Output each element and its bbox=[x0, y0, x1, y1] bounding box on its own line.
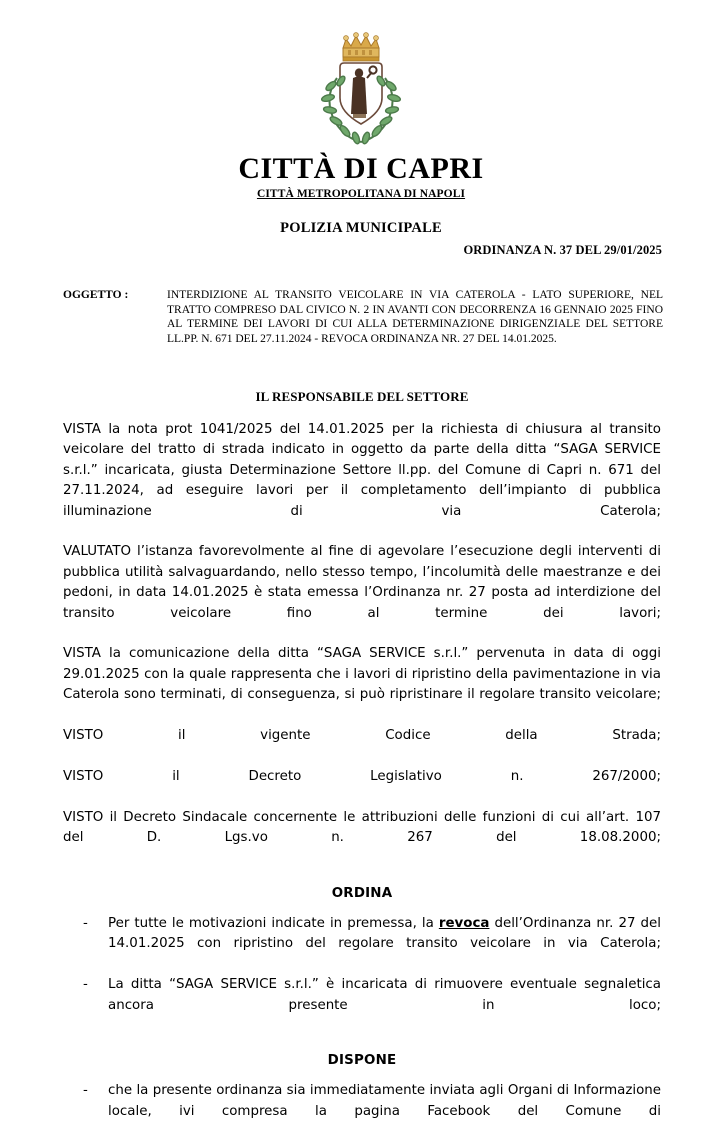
ordinance-number: ORDINANZA N. 37 DEL 29/01/2025 bbox=[463, 243, 662, 257]
ordina-heading: ORDINA bbox=[331, 885, 393, 901]
responsible-heading: IL RESPONSABILE DEL SETTORE bbox=[255, 389, 469, 404]
emblem-container bbox=[0, 26, 722, 159]
subject-label: OGGETTO : bbox=[63, 289, 129, 301]
preamble-paragraph: VISTO il vigente Codice della Strada; bbox=[63, 728, 661, 744]
document-header bbox=[0, 153, 722, 237]
coat-of-arms-icon bbox=[315, 26, 407, 154]
list-item-emphasis: revoca bbox=[438, 915, 490, 931]
list-item-text-before: che la presente ordinanza sia immediatamente inviata agli Organi di Informazione locale, ivi compresa la pagina Facebook del Comune di bbox=[108, 1083, 661, 1119]
list-item-text-before: Per tutte le motivazioni indicate in premessa, la bbox=[108, 915, 439, 931]
preamble-paragraph: VISTO il Decreto Legislativo n. 267/2000; bbox=[63, 768, 661, 784]
dispone-heading: DISPONE bbox=[327, 1053, 397, 1069]
list-item bbox=[63, 1081, 661, 1142]
bullet-dash: - bbox=[83, 915, 88, 931]
subject-text: INTERDIZIONE AL TRANSITO VEICOLARE IN VIA CATEROLA - LATO SUPERIORE, NEL TRATTO COMPRESO DAL CIVICO N. 2 IN AVANTI CON DECORRENZA 16 GENNAIO 2025 FINO AL TERMINE DEI LAVORI DI CUI ALLA DETERMINAZIONE DIRIGENZIALE DEL SETTORE LL.PP. N. 671 DEL 27.11.2024 - REVOCA ORDINANZA NR. 27 DEL 14.01.2025. bbox=[167, 289, 663, 345]
bullet-dash: - bbox=[83, 1083, 88, 1099]
list-item bbox=[63, 914, 661, 975]
metropolitan-subtitle: CITTÀ METROPOLITANA DI NAPOLI bbox=[256, 188, 466, 200]
preamble-paragraph: VISTA la comunicazione della ditta “SAGA SERVICE s.r.l.” pervenuta in data di oggi 29.01.2025 con la quale rappresenta che i lavori di ripristino della pavimentazione in via Caterola sono terminati, di conseguenza, si può ripristinare il regolare transito veicolare; bbox=[63, 646, 661, 703]
subject-row bbox=[63, 288, 663, 346]
bullet-dash: - bbox=[83, 977, 88, 993]
dispone-list bbox=[63, 1081, 661, 1142]
department-title: POLIZIA MUNICIPALE bbox=[280, 220, 442, 236]
preamble-paragraph: VALUTATO l’istanza favorevolmente al fine di agevolare l’esecuzione degli interventi di pubblica utilità salvaguardando, nello stesso tempo, l’incolumità delle maestranze e dei pedoni, in data 14.01.2025 è stata emessa l’Ordinanza nr. 27 posta ad interdizione del transito veicolare fino al termine dei lavori; bbox=[63, 544, 661, 621]
preamble-paragraph: VISTA la nota prot 1041/2025 del 14.01.2025 per la richiesta di chiusura al transito veicolare del tratto di strada indicato in oggetto da parte della ditta “SAGA SERVICE s.r.l.” incaricata, giusta Determinazione Settore ll.pp. del Comune di Capri n. 671 del 27.11.2024, ad eseguire lavori per il completamento dell’impianto di pubblica illuminazione di via Caterola; bbox=[63, 422, 661, 519]
page-title: CITTÀ DI CAPRI bbox=[238, 152, 484, 185]
list-item-text-before: La ditta “SAGA SERVICE s.r.l.” è incaricata di rimuovere eventuale segnaletica ancora presente in loco; bbox=[108, 977, 661, 1013]
list-item bbox=[63, 975, 661, 1036]
document-body bbox=[63, 389, 661, 1143]
list-item-text-after: dell’Ordinanza nr. 27 del 14.01.2025 con ripristino del regolare transito veicolare in via Caterola; bbox=[108, 915, 661, 952]
preamble-paragraph: VISTO il Decreto Sindacale concernente le attribuzioni delle funzioni di cui all’art. 107 del D. Lgs.vo n. 267 del 18.08.2000; bbox=[63, 809, 661, 846]
ordina-list bbox=[63, 914, 661, 1036]
preamble-paragraphs bbox=[63, 420, 661, 869]
